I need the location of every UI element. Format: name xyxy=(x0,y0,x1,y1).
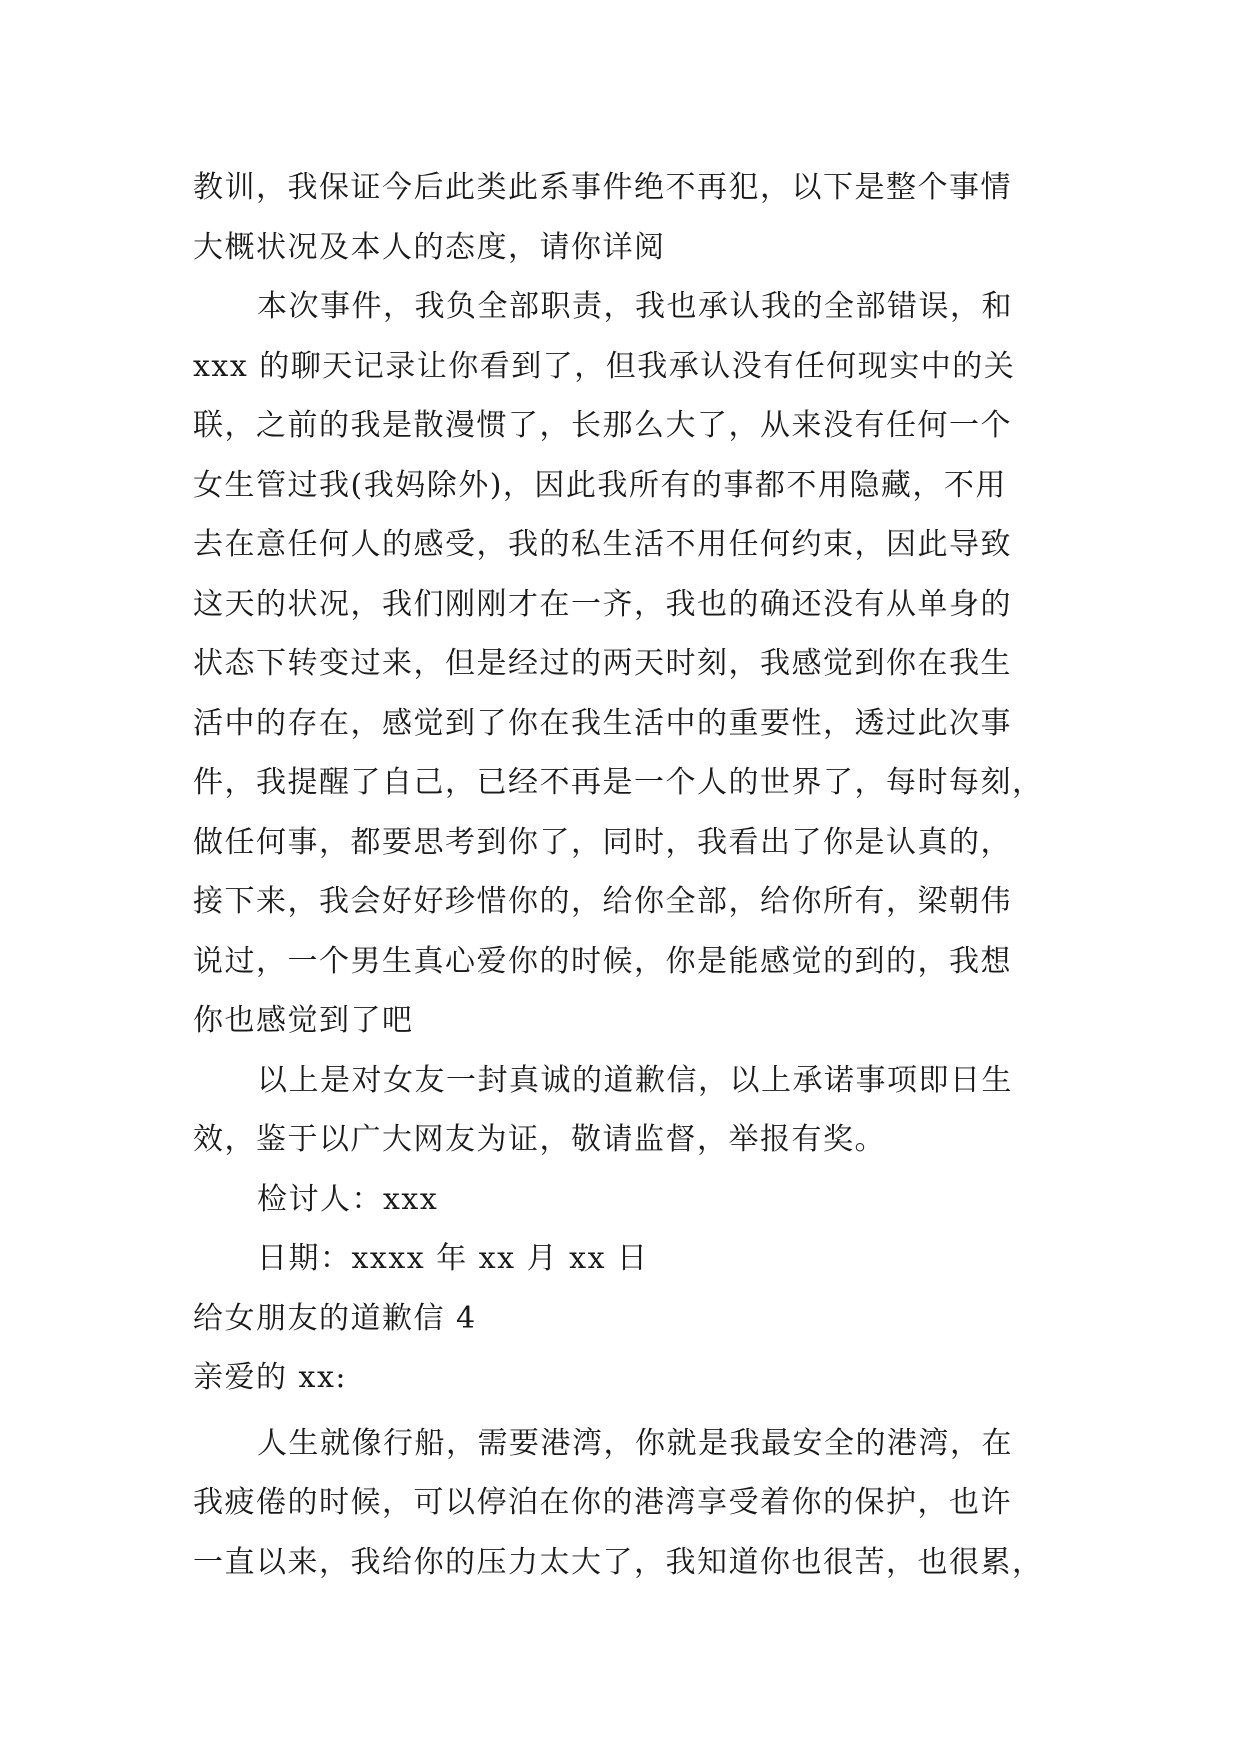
signer-line: 检讨人：xxx xyxy=(257,1181,439,1217)
text-line: 效，鉴于以广大网友为证，敬请监督，举报有奖。 xyxy=(193,1122,886,1157)
text-line: 这天的状况，我们刚刚才在一齐，我也的确还没有从单身的 xyxy=(193,586,1012,622)
text-line: 以上是对女友一封真诚的道歉信，以上承诺事项即日生 xyxy=(257,1062,1013,1098)
text-line: xxx 的聊天记录让你看到了，但我承认没有任何现实中的关 xyxy=(193,348,1016,384)
letter-title: 给女朋友的道歉信 4 xyxy=(193,1300,477,1336)
text-line: 活中的存在，感觉到了你在我生活中的重要性，透过此次事 xyxy=(193,705,1012,741)
text-line: 女生管过我(我妈除外)，因此我所有的事都不用隐藏，不用 xyxy=(193,467,1007,503)
text-line: 接下来，我会好好珍惜你的，给你全部，给你所有，梁朝伟 xyxy=(193,884,1012,919)
text-line: 去在意任何人的感受，我的私生活不用任何约束，因此导致 xyxy=(193,527,1012,562)
text-line: 我疲倦的时候，可以停泊在你的港湾享受着你的保护，也许 xyxy=(193,1485,1012,1520)
letter-salutation: 亲爱的 xx: xyxy=(193,1360,347,1395)
text-line: 你也感觉到了吧 xyxy=(193,1003,414,1038)
document-body xyxy=(193,158,1053,1592)
letter-paragraph xyxy=(193,1414,1053,1593)
text-line: 说过，一个男生真心爱你的时候，你是能感觉的到的，我想 xyxy=(193,943,1012,979)
text-line: 件，我提醒了自己，已经不再是一个人的世界了，每时每刻， xyxy=(193,765,1044,800)
text-line: 一直以来，我给你的压力太大了，我知道你也很苦，也很累， xyxy=(193,1544,1044,1580)
text-line: 大概状况及本人的态度，请你详阅 xyxy=(193,229,666,265)
text-line: 做任何事，都要思考到你了，同时，我看出了你是认真的， xyxy=(193,824,1012,860)
text-line: 联，之前的我是散漫惯了，长那么大了，从来没有任何一个 xyxy=(193,408,1012,443)
text-line: 本次事件，我负全部职责，我也承认我的全部错误，和 xyxy=(257,289,1013,324)
text-line: 教训，我保证今后此类此系事件绝不再犯，以下是整个事情 xyxy=(193,170,1012,205)
text-line: 人生就像行船，需要港湾，你就是我最安全的港湾，在 xyxy=(257,1425,1013,1461)
paragraph-closing xyxy=(193,1051,1053,1170)
date-line: 日期：xxxx 年 xx 月 xx 日 xyxy=(257,1241,649,1276)
paragraph-continuation xyxy=(193,158,1053,277)
paragraph-main xyxy=(193,277,1053,1051)
text-line: 状态下转变过来，但是经过的两天时刻，我感觉到你在我生 xyxy=(193,646,1012,681)
